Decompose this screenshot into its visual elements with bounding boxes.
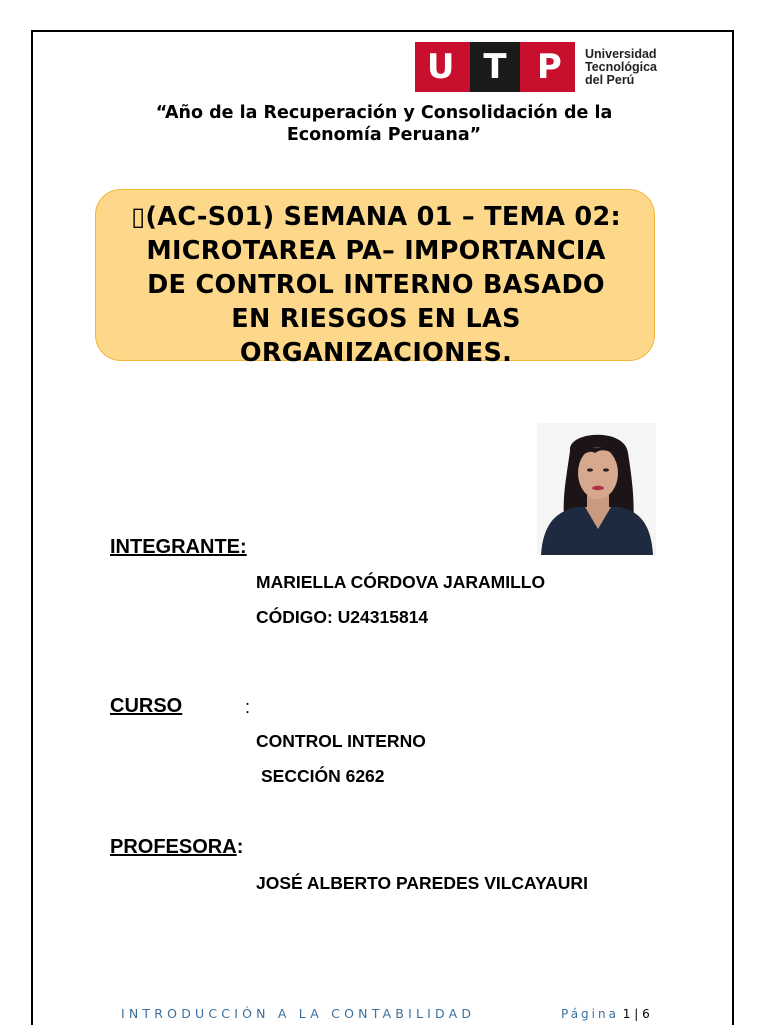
title-line-2: MICROTAREA PA– IMPORTANCIA — [146, 236, 606, 266]
logo-text — [585, 48, 657, 87]
title-line-1-text: (AC-S01) SEMANA 01 – TEMA 02: — [145, 202, 622, 232]
footer-page-number — [561, 1007, 650, 1021]
utp-logo — [415, 42, 657, 92]
student-photo — [537, 423, 656, 555]
logo-letter-t: T — [470, 42, 520, 92]
title-line-3: DE CONTROL INTERNO BASADO — [147, 270, 605, 300]
page-word: Página — [561, 1007, 619, 1021]
course-section: SECCIÓN 6262 — [261, 766, 385, 786]
course-name: CONTROL INTERNO — [256, 731, 426, 751]
page-separator: | — [634, 1007, 639, 1021]
title-box — [95, 189, 655, 368]
curso-colon: : — [245, 697, 251, 717]
missing-glyph-icon: ▯ — [130, 202, 146, 232]
title-line-1 — [96, 200, 656, 234]
year-motto — [100, 102, 668, 146]
logo-text-line: Universidad — [585, 46, 657, 61]
student-name: MARIELLA CÓRDOVA JARAMILLO — [256, 572, 546, 592]
logo-text-line: del Perú — [585, 72, 635, 87]
logo-text-line: Tecnológica — [585, 59, 658, 74]
current-page: 1 — [622, 1007, 631, 1021]
year-motto-line-2: Economía Peruana” — [286, 125, 482, 145]
student-code: CÓDIGO: U24315814 — [256, 607, 429, 627]
footer-course-title: INTRODUCCIÓN A LA CONTABILIDAD — [121, 1006, 476, 1021]
total-pages: 6 — [642, 1007, 650, 1021]
logo-mark — [415, 42, 575, 92]
curso-label: CURSO — [110, 695, 183, 717]
teacher-name: JOSÉ ALBERTO PAREDES VILCAYAURI — [256, 873, 588, 893]
profesora-label: PROFESORA: — [110, 836, 244, 858]
title-line-4: EN RIESGOS EN LAS — [231, 304, 521, 334]
logo-letter-p: P — [536, 47, 562, 87]
year-motto-line-1: “Año de la Recuperación y Consolidación de la — [155, 103, 613, 123]
document-title — [96, 200, 656, 370]
title-line-5: ORGANIZACIONES. — [239, 338, 513, 368]
integrante-label: INTEGRANTE: — [110, 536, 247, 558]
logo-letter-u: U — [426, 47, 455, 87]
